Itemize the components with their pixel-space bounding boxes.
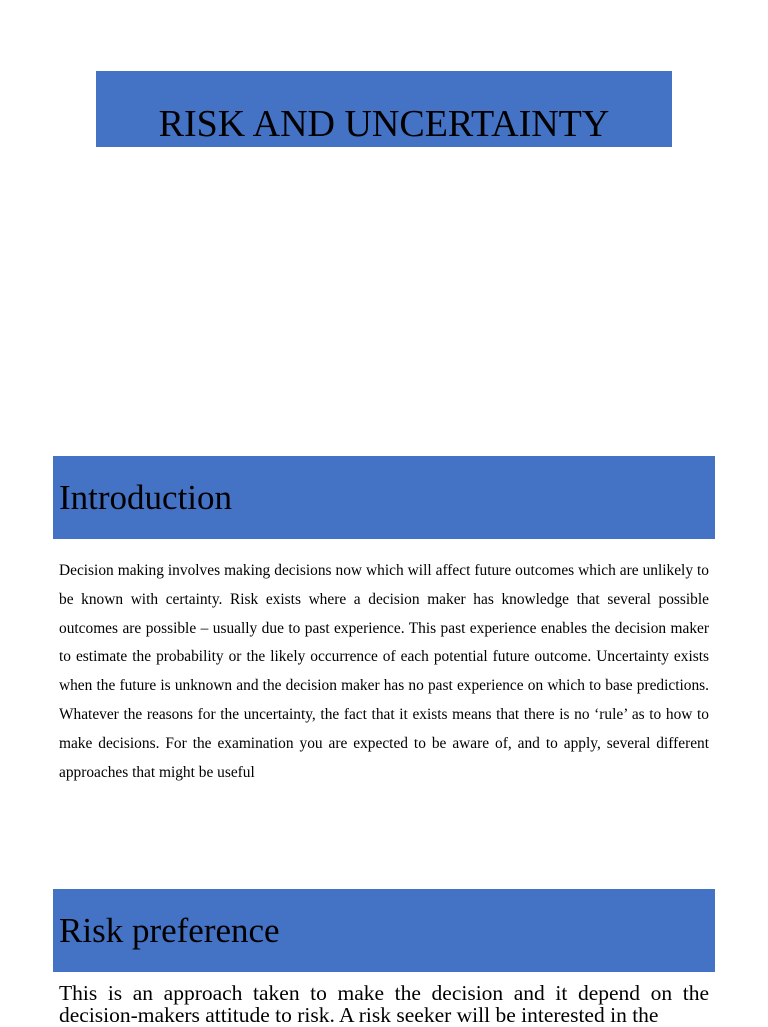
risk-preference-banner: [53, 889, 715, 972]
risk-preference-heading: Risk preference: [59, 911, 280, 950]
introduction-heading: Introduction: [59, 478, 233, 517]
introduction-paragraph: Decision making involves making decisions now which will affect future outcomes which are unlikely to be known with certainty. Risk exists where a decision maker has knowledge that several possible outcomes are possible – usually due to past experience. This past experience enables the decision maker to estimate the probability or the likely occurrence of each potential future outcome. Uncertainty exists when the future is unknown and the decision maker has no past experience on which to base predictions. Whatever the reasons for the uncertainty, the fact that it exists means that there is no ‘rule’ as to how to make decisions. For the examination you are expected to be aware of, and to apply, several different approaches that might be useful: [59, 562, 709, 781]
risk-preference-paragraph: This is an approach taken to make the decision and it depend on the decision-makers attitude to risk. A risk seeker will be interested in the: [59, 981, 709, 1027]
introduction-banner: [53, 456, 715, 539]
title-banner: [96, 71, 672, 147]
document-title: RISK AND UNCERTAINTY: [158, 103, 610, 145]
